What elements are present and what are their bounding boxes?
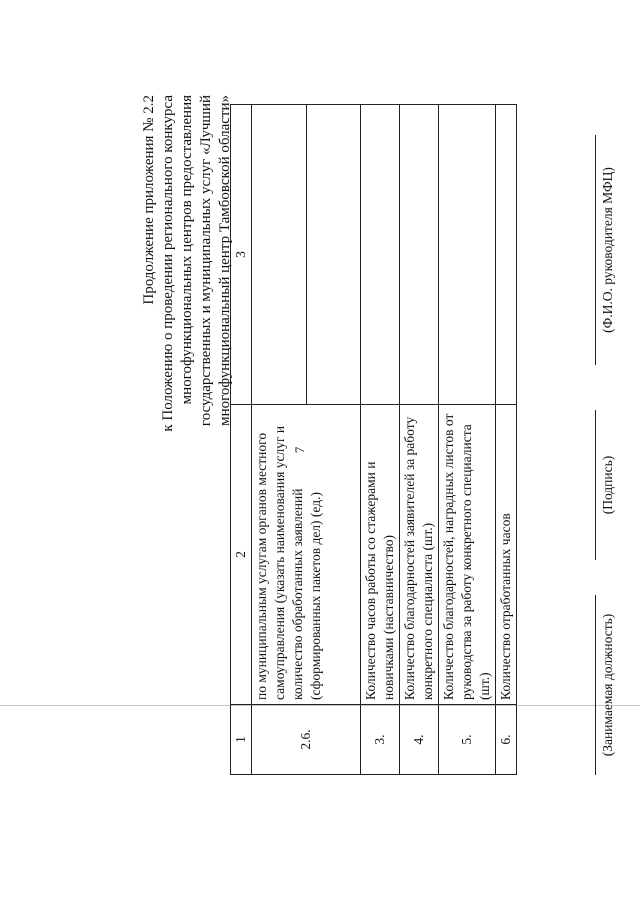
table-row	[252, 105, 361, 775]
page-number: 7	[292, 446, 307, 454]
table-row	[400, 105, 439, 775]
signature-line	[595, 410, 596, 560]
value-subcell	[252, 105, 307, 404]
header-line: многофункциональный центр Тамбовской области»	[217, 95, 233, 426]
row-text: Количество благодарностей, наградных листов от руководства за работу конкретного специалиста (шт.)	[439, 405, 496, 705]
table-row	[361, 105, 400, 775]
header-line: государственных и муниципальных услуг «Лучший	[198, 95, 214, 427]
row-number: 5.	[439, 705, 496, 775]
table-header-row	[231, 105, 252, 775]
row-number: 6.	[496, 705, 517, 775]
name-signature-field	[595, 135, 616, 365]
header-line: к Положению о проведении регионального конкурса	[160, 95, 176, 432]
signature-caption: (Подпись)	[600, 455, 615, 515]
row-text: Количество благодарностей заявителей за работу конкретного специалиста (шт.)	[400, 405, 439, 705]
value-cell-split	[252, 105, 361, 405]
table-header-cell: 2	[231, 405, 252, 705]
row-text: Количество отработанных часов	[496, 405, 517, 705]
value-cell	[361, 105, 400, 405]
row-text: Количество часов работы со стажерами и новичками (наставничество)	[361, 405, 400, 705]
table-row	[496, 105, 517, 775]
table-header-cell: 1	[231, 705, 252, 775]
table-header-cell: 3	[231, 105, 252, 405]
value-cell	[439, 105, 496, 405]
criteria-table	[230, 104, 517, 775]
table-row	[439, 105, 496, 775]
header-line: многофункциональных центров предоставления	[179, 95, 195, 405]
position-caption: (Занимаемая должность)	[600, 613, 615, 757]
signature-line	[595, 595, 596, 775]
rotated-page-content	[140, 95, 640, 815]
value-cell	[496, 105, 517, 405]
appendix-header	[140, 95, 233, 815]
value-cell	[400, 105, 439, 405]
signature-line	[595, 135, 596, 365]
row-text: по муниципальным услугам органов местного самоуправления (указать наименования услуг и количество обработанных заявлений (сформированных пакетов дел) (ед.)	[252, 405, 361, 705]
row-number: 2.6.	[252, 705, 361, 775]
name-caption: (Ф.И.О. руководителя МФЦ)	[600, 167, 615, 333]
signature-block	[595, 95, 640, 775]
position-signature-field	[595, 595, 616, 775]
header-line: Продолжение приложения № 2.2	[141, 95, 157, 305]
row-number: 3.	[361, 705, 400, 775]
row-number: 4.	[400, 705, 439, 775]
signature-field	[595, 410, 616, 560]
value-subcell	[307, 105, 360, 404]
